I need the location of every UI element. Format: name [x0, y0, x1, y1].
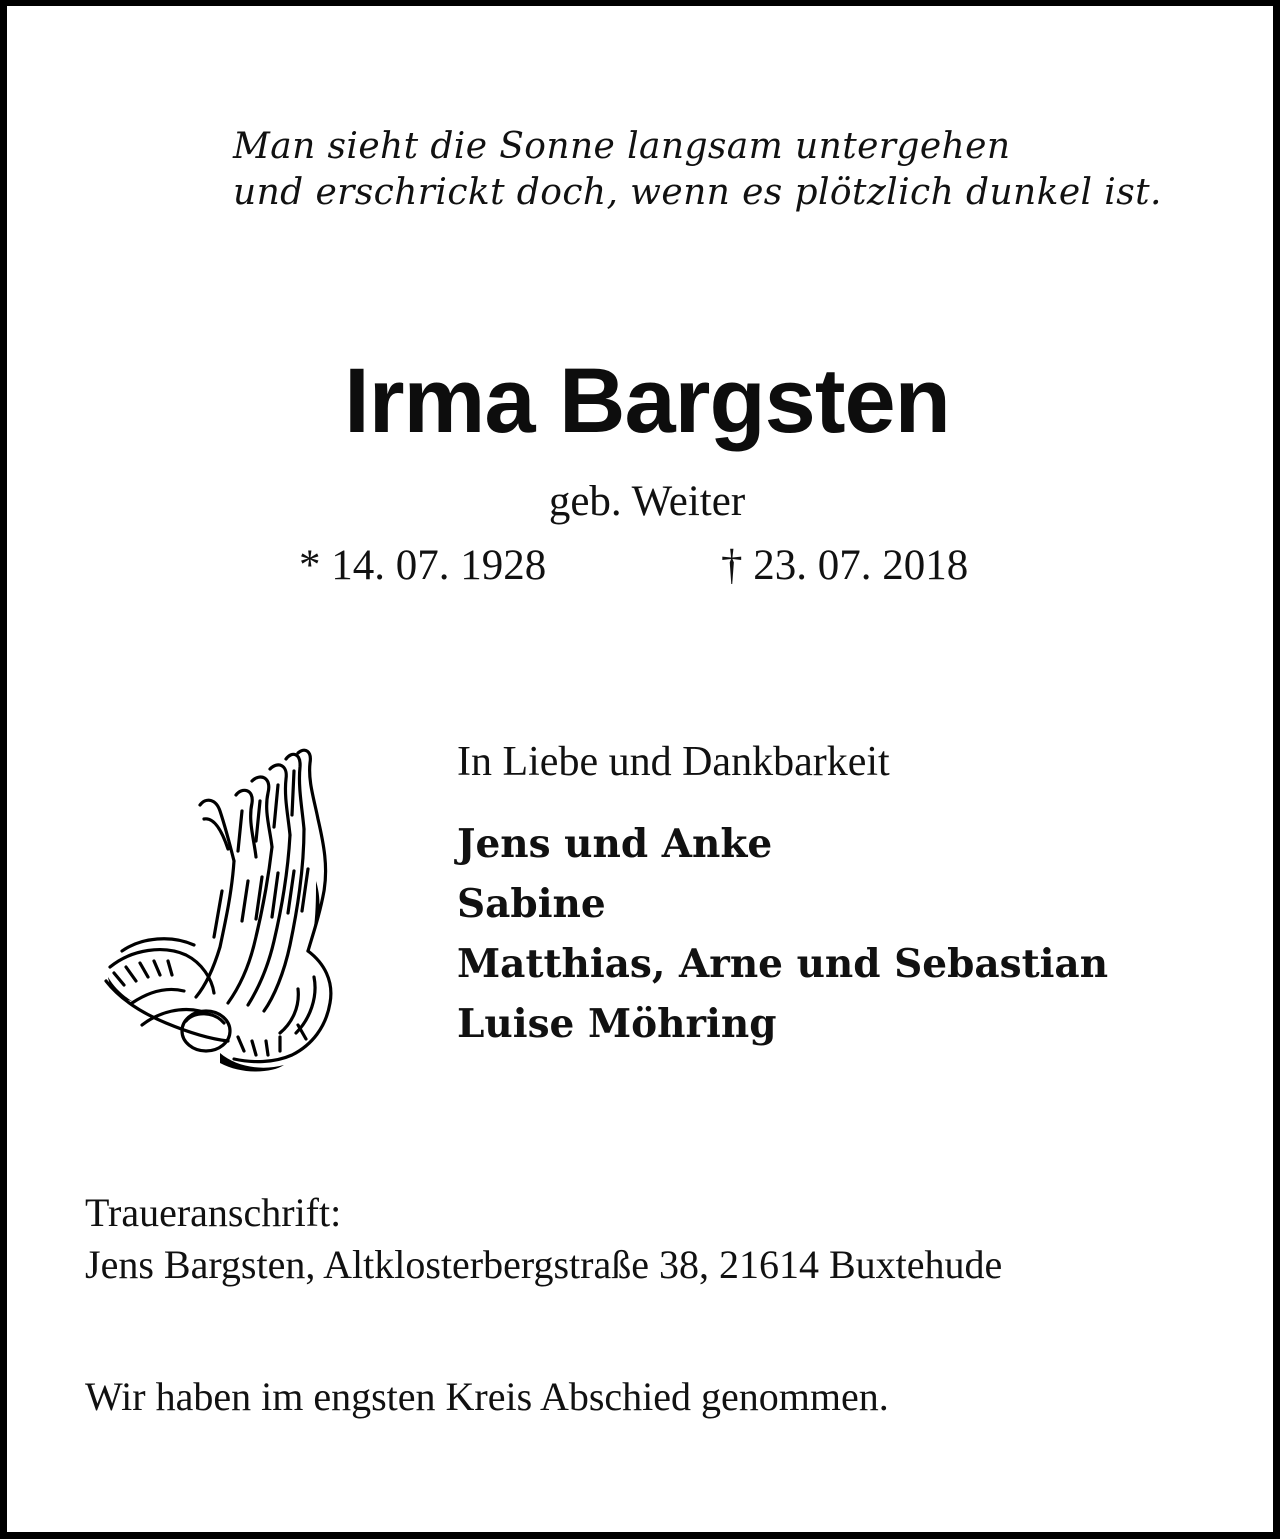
- praying-hands-icon: [102, 741, 342, 1076]
- quote-line-1: Man sieht die Sonne langsam untergehen: [233, 126, 1011, 167]
- closing-statement: Wir haben im engsten Kreis Abschied genommen.: [85, 1374, 889, 1419]
- mourner-item: Jens und Anke: [457, 821, 773, 867]
- deceased-name: Irma Bargsten: [344, 350, 950, 452]
- mourners-list: [457, 814, 1108, 1054]
- mourner-item: Luise Möhring: [457, 1001, 777, 1047]
- address-line: Jens Bargsten, Altklosterbergstraße 38, 21614 Buxtehude: [85, 1242, 1003, 1287]
- mourner-item: Matthias, Arne und Sebastian: [457, 941, 1109, 987]
- memorial-quote: [233, 124, 1162, 216]
- birth-name: geb. Weiter: [548, 478, 746, 525]
- quote-line-2: und erschrickt doch, wenn es plötzlich dunkel ist.: [233, 172, 1162, 213]
- birth-date: * 14. 07. 1928: [299, 542, 547, 589]
- death-date: † 23. 07. 2018: [721, 542, 969, 589]
- dedication-line: In Liebe und Dankbarkeit: [457, 739, 890, 785]
- address-label: Traueranschrift:: [85, 1190, 342, 1235]
- mourner-item: Sabine: [457, 881, 606, 927]
